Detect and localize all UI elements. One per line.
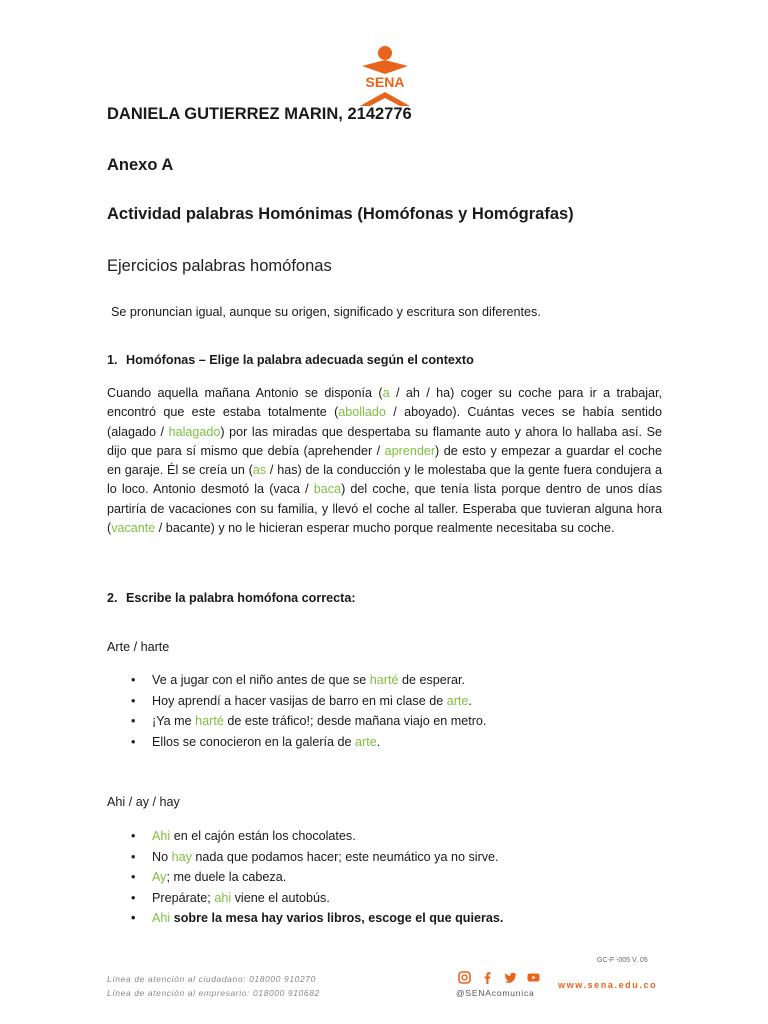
list-item: • Ay; me duele la cabeza.	[131, 867, 503, 888]
group-2-label: Ahi / ay / hay	[107, 795, 180, 809]
list-item: • Ellos se conocieron en la galería de arte.	[131, 732, 486, 753]
list-item: • No hay nada que podamos hacer; este neumático ya no sirve.	[131, 847, 503, 868]
instagram-icon[interactable]	[458, 971, 471, 984]
list-item: • ¡Ya me harté de este tráfico!; desde mañana viajo en metro.	[131, 711, 486, 732]
group-2-list	[131, 826, 503, 929]
list-item: • Prepárate; ahi viene el autobús.	[131, 888, 503, 909]
list-item: • Ahi sobre la mesa hay varios libros, escoge el que quieras.	[131, 908, 503, 929]
section-2-number: 2.	[107, 591, 118, 605]
section-1-title: Homófonas – Elige la palabra adecuada según el contexto	[126, 353, 474, 367]
answer-word: baca	[313, 482, 342, 497]
para-text: ) del coche, que tenía lista porque dentro de unos días partiría de vacaciones con su familia, y llevó el coche al taller. Esperaba que tuvieran alguna hora (	[107, 482, 662, 536]
answer-word: as	[252, 463, 267, 478]
business-line: Línea de atención al empresario: 018000 910682	[107, 988, 320, 998]
para-text: / aboyado). Cuántas veces se había sentido (alagado /	[107, 405, 662, 439]
group-1-list	[131, 670, 486, 752]
answer-word: abollado	[338, 405, 386, 420]
para-text: ) por las miradas que despertaba su flamante auto y ahora lo hallaba así. Se dijo que para sí mismo que debía (aprehender /	[107, 424, 662, 458]
para-text: / bacante) y no le hicieran esperar mucho porque realmente necesitaba su coche.	[155, 521, 615, 536]
section-1-heading	[107, 353, 474, 367]
para-text: / ah / ha) coger su coche para ir a trabajar, encontró que este estaba totalmente (	[107, 386, 662, 420]
para-text: ) de esto y empezar a guardar el coche en garaje. Él se creía un (	[107, 443, 662, 478]
facebook-icon[interactable]	[481, 971, 494, 984]
answer-word: a	[382, 386, 390, 400]
para-text: Cuando aquella mañana Antonio se disponía (	[107, 386, 383, 400]
website-link[interactable]: www.sena.edu.co	[558, 980, 658, 990]
answer-word: halagado	[168, 424, 221, 439]
list-item: • Ve a jugar con el niño antes de que se harté de esperar.	[131, 670, 486, 691]
section-2-title: Escribe la palabra homófona correcta:	[126, 591, 356, 605]
list-item: • Hoy aprendí a hacer vasijas de barro en mi clase de arte.	[131, 691, 486, 712]
contact-lines	[107, 972, 320, 1000]
activity-title: Actividad palabras Homónimas (Homófonas y Homógrafas)	[107, 205, 574, 223]
form-code: GC-F -005 V. 05	[597, 957, 648, 964]
twitter-icon[interactable]	[504, 971, 517, 984]
answer-word: aprender	[384, 443, 436, 458]
citizen-line: Línea de atención al ciudadano: 018000 910270	[107, 974, 316, 984]
section-2-heading	[107, 591, 356, 605]
exercises-title: Ejercicios palabras homófonas	[107, 257, 332, 275]
list-item: • Ahi en el cajón están los chocolates.	[131, 826, 503, 847]
author-name: DANIELA GUTIERREZ MARIN, 2142776	[107, 105, 412, 123]
para-text: / has) de la conducción y le molestaba que la gente fuera condujera a lo loco. Antonio desmotó la (vaca /	[107, 463, 663, 497]
social-icons	[458, 971, 540, 984]
section-1-number: 1.	[107, 353, 118, 367]
answer-word: vacante	[111, 521, 156, 536]
annex-title: Anexo A	[107, 156, 174, 174]
intro-text: Se pronuncian igual, aunque su origen, significado y escritura son diferentes.	[111, 305, 541, 319]
section-1-paragraph	[107, 384, 662, 538]
group-1-label: Arte / harte	[107, 640, 170, 654]
social-handle: @SENAcomunica	[456, 988, 535, 998]
youtube-icon[interactable]	[527, 971, 540, 984]
sena-logo	[356, 44, 414, 108]
logo-text: SENA	[365, 74, 405, 90]
